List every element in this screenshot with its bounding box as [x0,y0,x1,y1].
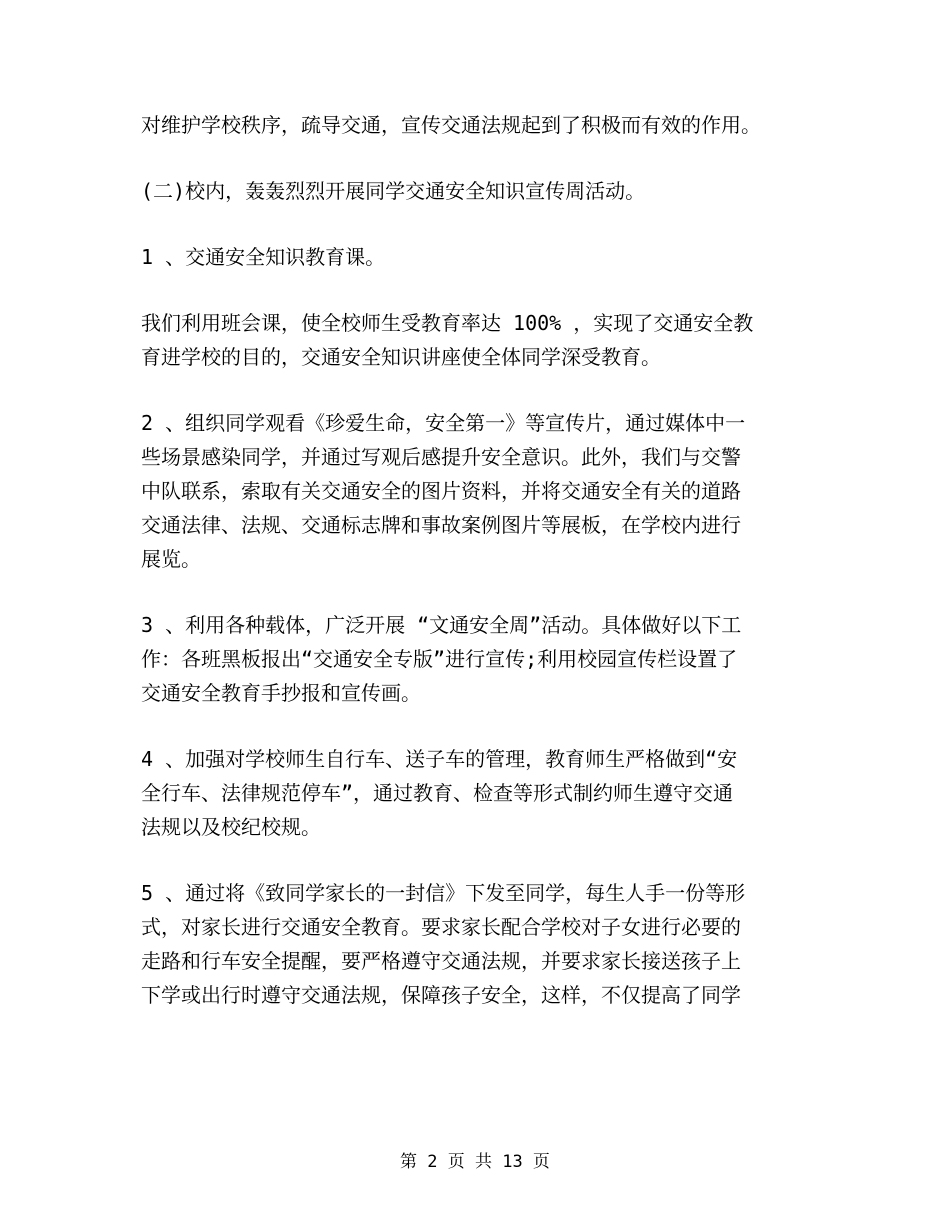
text-line: 走路和行车安全提醒，要严格遵守交通法规，并要求家长接送孩子上 [141,949,741,973]
text-line: 全行车、法律规范停车”，通过教育、检查等形式制约师生遵守交通 [141,781,734,805]
text-line: 4 、加强对学校师生自行车、送子车的管理，教育师生严格做到“安 [141,747,738,771]
text-line: 我们利用班会课，使全校师生受教育率达 100% ，实现了交通安全教 [141,311,754,335]
text-line: 下学或出行时遵守交通法规，保障孩子安全，这样，不仅提高了同学 [141,983,741,1007]
paragraph [141,876,811,1012]
paragraph [141,608,811,710]
document-body [141,108,811,1044]
text-line: (二)校内，轰轰烈烈开展同学交通安全知识宣传周活动。 [141,179,646,203]
text-line: 育进学校的目的，交通安全知识讲座使全体同学深受教育。 [141,345,661,369]
text-line: 式，对家长进行交通安全教育。要求家长配合学校对子女进行必要的 [141,915,741,939]
text-line: 展览。 [141,547,201,571]
text-line: 3 、利用各种载体，广泛开展 “文通安全周”活动。具体做好以下工 [141,613,742,637]
text-line: 作：各班黑板报出“交通安全专版”进行宣传;利用校园宣传栏设置了 [141,647,738,671]
page-footer: 第 2 页 共 13 页 [400,1152,550,1172]
text-line: 中队联系，索取有关交通安全的图片资料，并将交通安全有关的道路 [141,479,741,503]
text-line: 法规以及校纪校规。 [141,815,321,839]
text-line: 交通法律、法规、交通标志牌和事故案例图片等展板，在学校内进行 [141,513,741,537]
paragraph [141,108,811,142]
paragraph [141,306,811,374]
paragraph [141,406,811,576]
text-line: 2 、组织同学观看《珍爱生命，安全第一》等宣传片，通过媒体中一 [141,411,746,435]
text-line: 交通安全教育手抄报和宣传画。 [141,681,421,705]
text-line: 对维护学校秩序，疏导交通，宣传交通法规起到了积极而有效的作用。 [141,113,761,137]
text-line: 1 、交通安全知识教育课。 [141,245,386,269]
paragraph [141,174,811,208]
text-line: 5 、通过将《致同学家长的一封信》下发至同学，每生人手一份等形 [141,881,746,905]
text-line: 些场景感染同学，并通过写观后感提升安全意识。此外，我们与交警 [141,445,741,469]
paragraph [141,240,811,274]
paragraph [141,742,811,844]
